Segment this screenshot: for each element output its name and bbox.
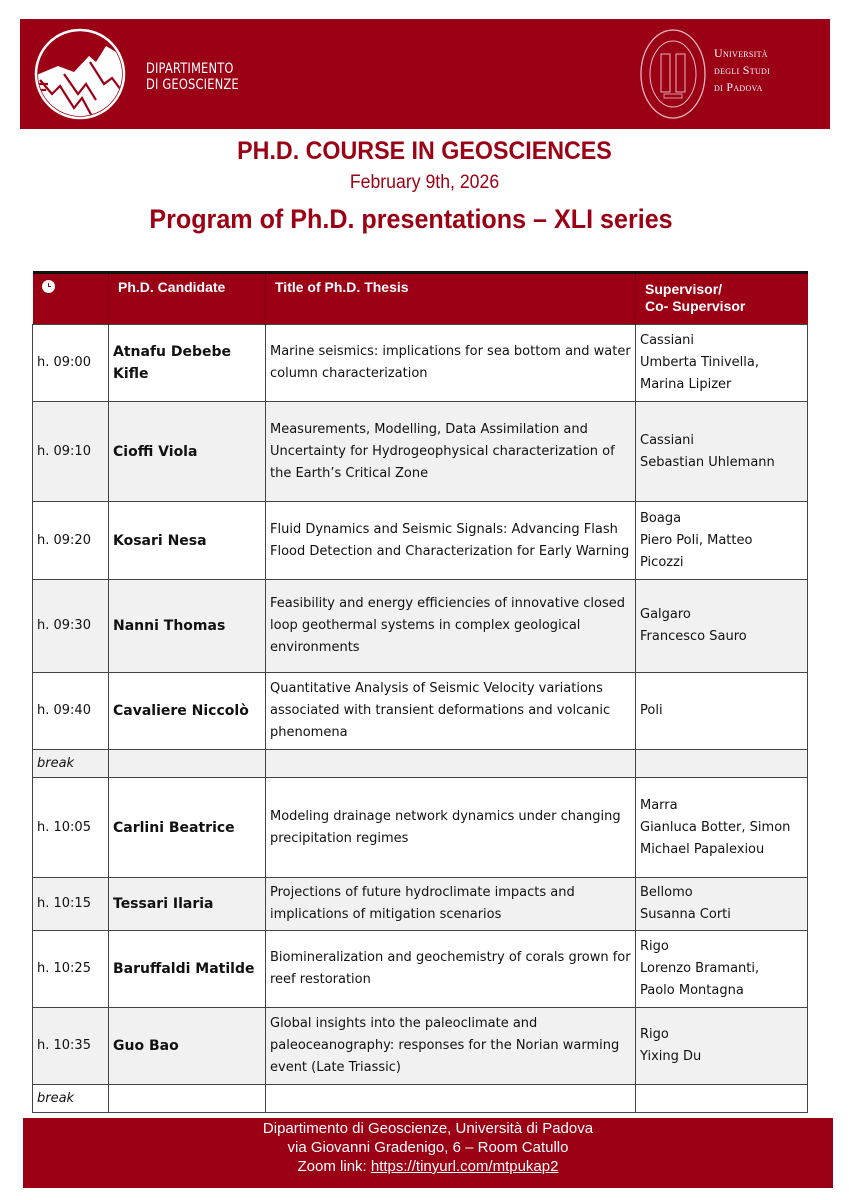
time-cell: h. 09:20: [33, 502, 109, 580]
event-date: February 9th, 2026: [349, 172, 500, 193]
supervisor-name: Rigo: [640, 939, 669, 954]
university-name-line: di Padova: [714, 80, 763, 94]
supervisor-column-header: [636, 273, 808, 325]
supervisor-name: Michael Papalexiou: [640, 841, 765, 857]
break-row: [33, 750, 808, 778]
candidate-cell: Carlini Beatrice: [109, 778, 266, 878]
time-cell: h. 09:00: [33, 325, 109, 402]
thesis-title-cell: Modeling drainage network dynamics under changing precipitation regimes: [266, 778, 636, 878]
break-row: [33, 1085, 808, 1113]
thesis-title-cell: Biomineralization and geochemistry of corals grown for reef restoration: [266, 931, 636, 1008]
candidate-cell: [109, 1085, 266, 1113]
supervisor-name: Cassiani: [640, 432, 695, 448]
break-label: break: [33, 1085, 109, 1113]
table-row: [33, 580, 808, 673]
table-row: [33, 931, 808, 1008]
candidate-cell: Baruffaldi Matilde: [109, 931, 266, 1008]
zoom-link[interactable]: https://tinyurl.com/mtpukap2: [370, 1158, 559, 1175]
thesis-title-cell: Fluid Dynamics and Seismic Signals: Advancing Flash Flood Detection and Characterization for Early Warning: [266, 502, 636, 580]
supervisor-name: Cassiani: [640, 333, 695, 348]
course-title: PH.D. COURSE IN GEOSCIENCES: [237, 137, 612, 165]
table-row: [33, 502, 808, 580]
supervisor-name: Boaga: [640, 510, 682, 526]
university-name-line: Università: [714, 46, 768, 60]
table-header-row: [33, 273, 808, 325]
supervisor-name: Susanna Corti: [640, 907, 731, 922]
department-name-line: DI GEOSCIENZE: [146, 77, 239, 93]
supervisor-cell: [636, 1008, 808, 1085]
university-seal-icon: [639, 28, 707, 120]
candidate-cell: Tessari Ilaria: [109, 878, 266, 931]
schedule-table: [32, 271, 808, 1113]
supervisor-header-line: Co- Supervisor: [645, 298, 746, 314]
supervisor-cell: [636, 402, 808, 502]
title-column-header: Title of Ph.D. Thesis: [266, 273, 636, 325]
supervisor-name: Sebastian Uhlemann: [640, 454, 775, 470]
thesis-title-cell: Feasibility and energy efficiencies of innovative closed loop geothermal systems in complex geological environments: [266, 580, 636, 673]
supervisor-header-line: Supervisor/: [645, 281, 723, 297]
thesis-title-cell: [266, 1085, 636, 1113]
time-column-header: [33, 273, 109, 325]
time-cell: h. 10:05: [33, 778, 109, 878]
supervisor-cell: [636, 1085, 808, 1113]
supervisor-name: Gianluca Botter, Simon: [640, 819, 791, 835]
footer-zoom-line: [23, 1157, 833, 1176]
geoscience-department-logo: [34, 28, 126, 120]
thesis-title-cell: Quantitative Analysis of Seismic Velocity variations associated with transient deformations and volcanic phenomena: [266, 673, 636, 750]
thesis-title-cell: [266, 750, 636, 778]
university-name-line: degli Studi: [714, 63, 771, 77]
supervisor-cell: [636, 580, 808, 673]
supervisor-name: Marina Lipizer: [640, 377, 732, 392]
supervisor-cell: [636, 878, 808, 931]
supervisor-name: Umberta Tinivella,: [640, 355, 759, 370]
clock-icon: [42, 280, 55, 293]
table-row: [33, 402, 808, 502]
footer-room-line: via Giovanni Gradenigo, 6 – Room Catullo: [287, 1139, 569, 1156]
supervisor-cell: [636, 502, 808, 580]
thesis-title-cell: Measurements, Modelling, Data Assimilation and Uncertainty for Hydrogeophysical characterization of the Earth’s Critical Zone: [266, 402, 636, 502]
time-cell: h. 09:10: [33, 402, 109, 502]
supervisor-name: Francesco Sauro: [640, 629, 747, 644]
supervisor-name: Marra: [640, 797, 678, 813]
zoom-label: Zoom link:: [297, 1158, 371, 1175]
candidate-cell: Cioffi Viola: [109, 402, 266, 502]
supervisor-cell: [636, 673, 808, 750]
footer-address-line: Dipartimento di Geoscienze, Università di Padova: [262, 1120, 594, 1137]
supervisor-name: Lorenzo Bramanti,: [640, 961, 760, 976]
thesis-title-cell: Projections of future hydroclimate impacts and implications of mitigation scenarios: [266, 878, 636, 931]
supervisor-name: Paolo Montagna: [640, 983, 744, 998]
time-cell: h. 09:30: [33, 580, 109, 673]
supervisor-cell: [636, 778, 808, 878]
candidate-cell: Atnafu Debebe Kifle: [109, 325, 266, 402]
table-row: [33, 778, 808, 878]
supervisor-name: Poli: [640, 703, 663, 718]
university-name: [714, 45, 770, 96]
table-row: [33, 1008, 808, 1085]
time-cell: h. 10:35: [33, 1008, 109, 1085]
supervisor-cell: [636, 931, 808, 1008]
supervisor-cell: [636, 750, 808, 778]
candidate-cell: [109, 750, 266, 778]
time-cell: h. 09:40: [33, 673, 109, 750]
candidate-cell: Kosari Nesa: [109, 502, 266, 580]
candidate-cell: Cavaliere Niccolò: [109, 673, 266, 750]
break-label: break: [33, 750, 109, 778]
supervisor-name: Galgaro: [640, 607, 691, 622]
supervisor-cell: [636, 325, 808, 402]
supervisor-name: Piero Poli, Matteo: [640, 532, 753, 548]
time-cell: h. 10:15: [33, 878, 109, 931]
header-banner: [20, 19, 830, 129]
candidate-column-header: Ph.D. Candidate: [109, 273, 266, 325]
table-row: [33, 673, 808, 750]
department-name-line: DIPARTIMENTO: [146, 61, 234, 77]
table-row: [33, 325, 808, 402]
footer: [23, 1118, 833, 1188]
time-cell: h. 10:25: [33, 931, 109, 1008]
department-name: [146, 61, 239, 93]
thesis-title-cell: Marine seismics: implications for sea bottom and water column characterization: [266, 325, 636, 402]
supervisor-name: Bellomo: [640, 885, 693, 900]
program-title: Program of Ph.D. presentations – XLI series: [149, 204, 673, 234]
table-row: [33, 878, 808, 931]
thesis-title-cell: Global insights into the paleoclimate and paleoceanography: responses for the Norian warming event (Late Triassic): [266, 1008, 636, 1085]
supervisor-name: Yixing Du: [640, 1049, 702, 1064]
supervisor-name: Picozzi: [640, 554, 684, 570]
candidate-cell: Nanni Thomas: [109, 580, 266, 673]
supervisor-name: Rigo: [640, 1027, 669, 1042]
candidate-cell: Guo Bao: [109, 1008, 266, 1085]
